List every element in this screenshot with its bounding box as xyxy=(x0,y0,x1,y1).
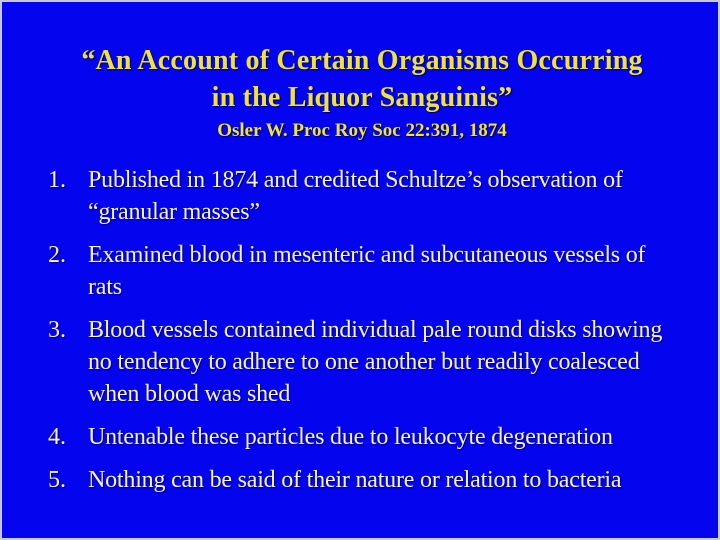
item-number: 1. xyxy=(48,167,66,193)
item-text: Nothing can be said of their nature or relation to bacteria xyxy=(88,467,622,493)
item-text: Untenable these particles due to leukocyte degeneration xyxy=(88,424,613,450)
item-text: Examined blood in mesenteric and subcutaneous vessels of rats xyxy=(88,242,646,300)
item-number: 3. xyxy=(48,317,66,343)
item-text: Published in 1874 and credited Schultze’s observation of “granular masses” xyxy=(88,167,623,225)
list-item xyxy=(48,421,676,453)
item-number: 5. xyxy=(48,467,66,493)
title-line-2: in the Liquor Sanguinis” xyxy=(211,82,513,113)
item-number: 2. xyxy=(48,242,66,268)
citation: Osler W. Proc Roy Soc 22:391, 1874 xyxy=(217,120,507,141)
title-line-1: “An Account of Certain Organisms Occurring xyxy=(81,45,643,76)
item-number: 4. xyxy=(48,424,66,450)
list-item xyxy=(48,464,676,496)
slide-title xyxy=(48,42,676,144)
numbered-list xyxy=(48,164,676,496)
list-item xyxy=(48,164,676,228)
list-item xyxy=(48,239,676,303)
list-item xyxy=(48,314,676,410)
item-text: Blood vessels contained individual pale round disks showing no tendency to adhere to one another but readily coalesced when blood was shed xyxy=(88,317,663,407)
